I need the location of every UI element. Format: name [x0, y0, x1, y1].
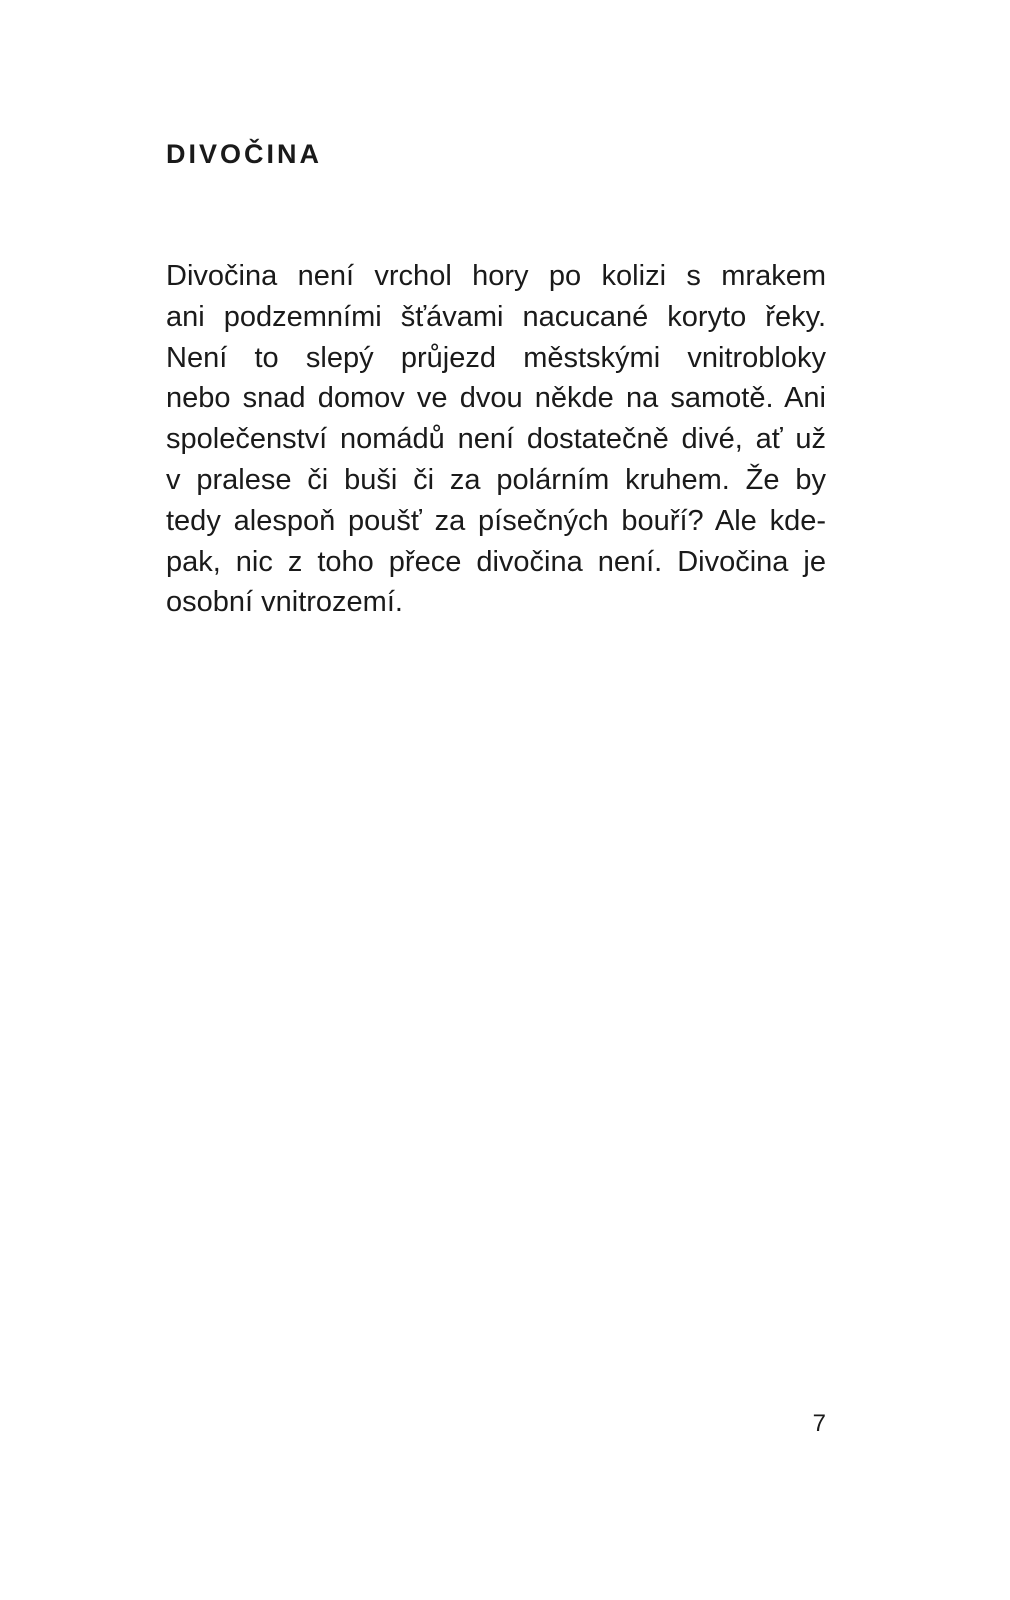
text-line: pak, nic z toho přece divočina není. Divočina je: [166, 545, 826, 578]
chapter-title: DIVOČINA: [166, 139, 323, 169]
text-line: tedy alespoň poušť za písečných bouří? Ale kde-: [166, 504, 826, 537]
text-line: Není to slepý průjezd městskými vnitrobloky: [166, 341, 826, 374]
text-line: v pralese či buši či za polárním kruhem. Že by: [166, 463, 826, 496]
text-line: nebo snad domov ve dvou někde na samotě. Ani: [166, 382, 826, 415]
text-line: osobní vnitrozemí.: [166, 586, 403, 619]
text-line: ani podzemními šťávami nacucané koryto řeky.: [166, 300, 826, 333]
page-number: 7: [812, 1410, 826, 1437]
body-paragraph: [166, 256, 826, 623]
text-line: Divočina není vrchol hory po kolizi s mrakem: [166, 260, 826, 292]
text-line: společenství nomádů není dostatečně divé, ať už: [166, 423, 826, 456]
